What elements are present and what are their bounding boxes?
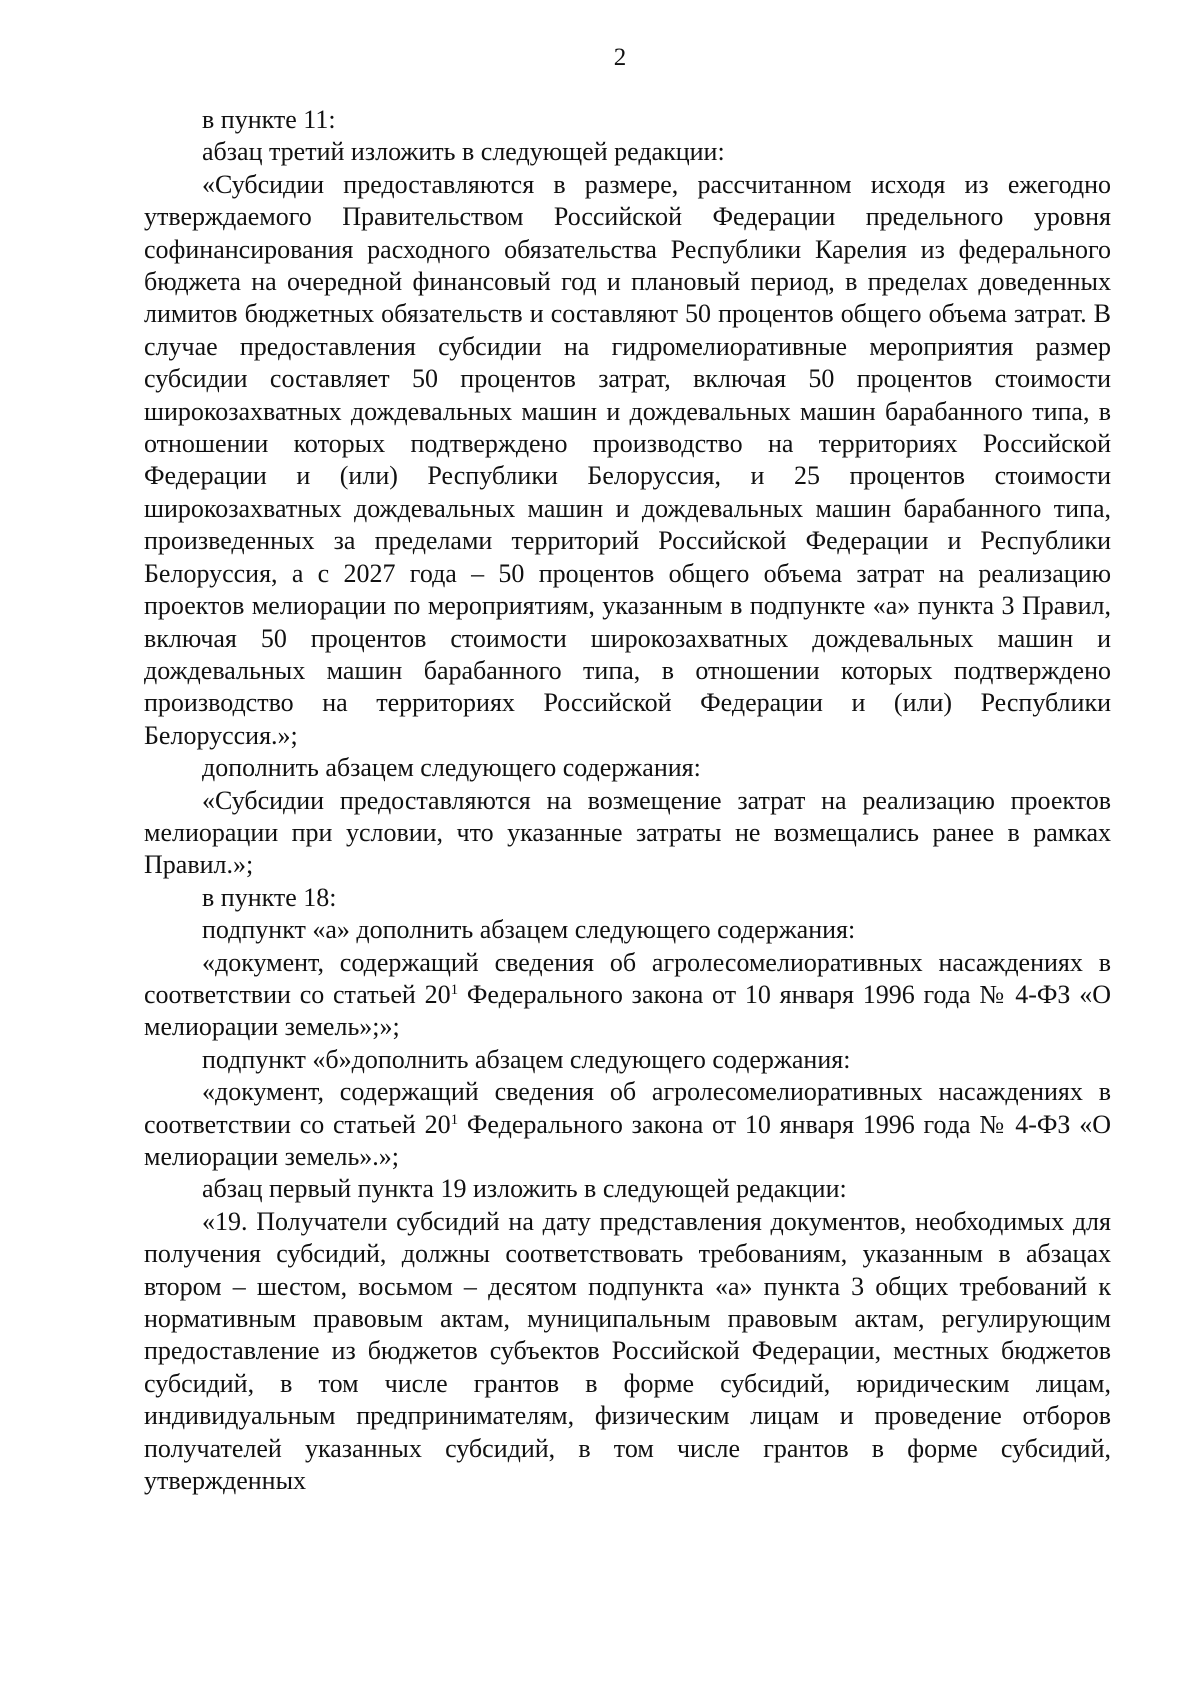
document-body — [144, 104, 1111, 1497]
paragraph-subpoint-a-document-text — [144, 947, 1111, 1044]
superscript-mark: 1 — [450, 1111, 459, 1128]
paragraph-subpoint-b-document-text — [144, 1076, 1111, 1173]
text-segment: «документ, содержащий сведения об агролесомелиоративных насаждениях в соответствии со статьей 20 — [144, 947, 1111, 1009]
text-segment: Федерального закона от 10 января 1996 года № 4-ФЗ «О мелиорации земель».»; — [144, 1109, 1111, 1171]
text-segment: Федерального закона от 10 января 1996 года № 4-ФЗ «О мелиорации земель»;»; — [144, 979, 1111, 1042]
page-number: 2 — [613, 44, 627, 71]
paragraph-point-18-heading: в пункте 18: — [202, 882, 337, 912]
superscript-mark: 1 — [450, 981, 459, 998]
paragraph-subpoint-a-instruction: подпункт «а» дополнить абзацем следующего содержания: — [202, 915, 856, 945]
paragraph-subsidy-amount-text: «Субсидии предоставляются в размере, рассчитанном исходя из ежегодно утверждаемого Правительством Российской Федерации предельного уровня софинансирования расходного обязательства Республики Карелия из федерального бюджета на очередной финансовый год и плановый период, в пределах доведенных лимитов бюджетных обязательств и составляют 50 процентов общего объема затрат. В случае предоставления субсидии на гидромелиоративные мероприятия размер субсидии составляет 50 процентов затрат, включая 50 процентов стоимости широкозахватных дождевальных машин и дождевальных машин барабанного типа, в отношении которых подтверждено производство на территориях Российской Федерации и (или) Республики Белоруссия, и 25 процентов стоимости широкозахватных дождевальных машин и дождевальных машин барабанного типа, произведенных за пределами территорий Российской Федерации и Республики Белоруссия, а с 2027 года – 50 процентов общего объема затрат на реализацию проектов мелиорации по мероприятиям, указанным в подпункте «а» пункта 3 Правил, включая 50 процентов стоимости широкозахватных дождевальных машин и дождевальных машин барабанного типа, в отношении которых подтверждено производство на территориях Российской Федерации и (или) Республики Белоруссия.»; — [144, 169, 1111, 750]
paragraph-point-11-heading: в пункте 11: — [202, 105, 336, 134]
paragraph-subsidy-reimbursement-text: «Субсидии предоставляются на возмещение затрат на реализацию проектов мелиорации при условии, что указанные затраты не возмещались ранее в рамках Правил.»; — [144, 785, 1111, 880]
paragraph-point-19-text: «19. Получатели субсидий на дату представления документов, необходимых для получения субсидий, должны соответствовать требованиям, указанным в абзацах втором – шестом, восьмом – десятом подпункта «а» пункта 3 общих требований к нормативным правовым актам, муниципальным правовым актам, регулирующим предоставление из бюджетов субъектов Российской Федерации, местных бюджетов субсидий, в том числе грантов в форме субсидий, юридическим лицам, индивидуальным предпринимателям, физическим лицам и проведение отборов получателей указанных субсидий, в том числе грантов в форме субсидий, утвержденных — [144, 1206, 1111, 1496]
paragraph-subpoint-b-instruction: подпункт «б»дополнить абзацем следующего содержания: — [202, 1044, 851, 1074]
paragraph-point-19-instruction: абзац первый пункта 19 изложить в следующей редакции: — [202, 1174, 847, 1204]
paragraph-add-abzac-instruction: дополнить абзацем следующего содержания: — [202, 753, 701, 783]
paragraph-third-abzac-instruction: абзац третий изложить в следующей редакции: — [202, 137, 725, 167]
text-segment: «документ, содержащий сведения об агролесомелиоративных насаждениях в соответствии со статьей 20 — [144, 1077, 1111, 1139]
